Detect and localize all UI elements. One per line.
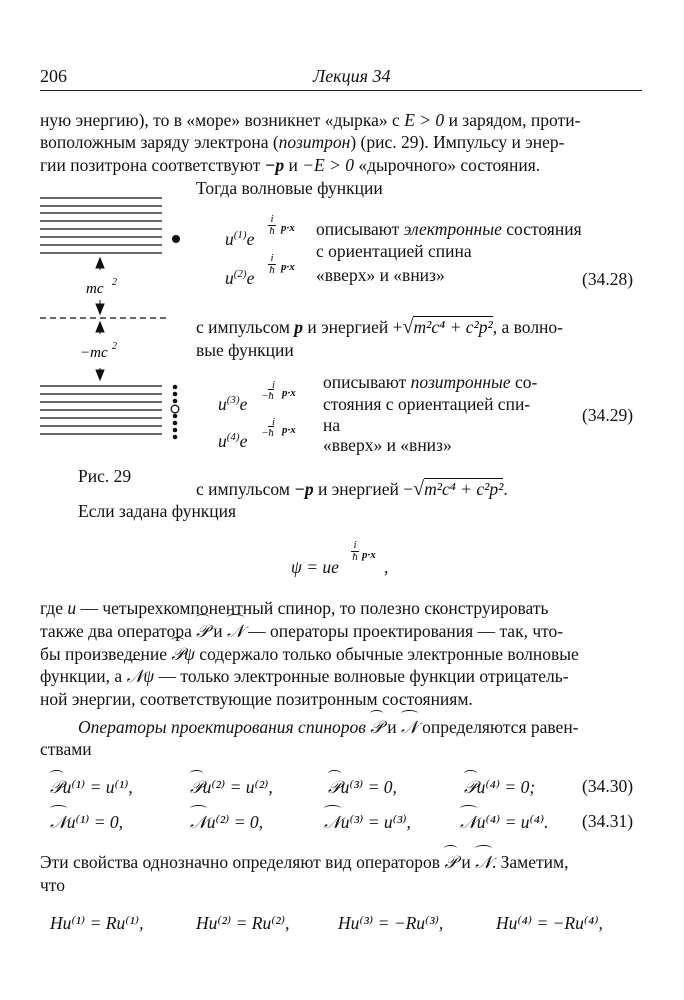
eq3429-text3: на (323, 415, 341, 435)
given-function: Если задана функция (78, 501, 237, 521)
label-mc2: mc (86, 281, 104, 297)
para4-line1: Эти свойства однозначно определяют вид операторов 𝒫 и 𝒩. Заметим, (40, 852, 569, 872)
eq3429-text4: «вверх» и «вниз» (323, 435, 452, 455)
eq3428-text3: «вверх» и «вниз» (316, 265, 445, 285)
psi-comma: , (384, 557, 389, 577)
eq3429-number: (34.29) (582, 405, 634, 425)
para1-line2: воположным заряду электрона (позитрон) (рис. 29). Импульсу и энер- (40, 132, 565, 152)
header-rule (40, 90, 642, 91)
eq3428-u1: $u^{(1)}e$ (225, 229, 255, 249)
eq3429-px4: p·x (282, 424, 296, 436)
eq3430-item3: 𝒫u⁽³⁾ = 0, (328, 777, 397, 797)
eq3428-exp1: i ħ (269, 213, 275, 237)
eq3429-text1: описывают позитронные со- (323, 372, 538, 392)
eq3428-number: (34.28) (582, 269, 634, 289)
para1-line3: гии позитрона соответствуют −p и −E > 0 «дырочного» состояния. (40, 155, 541, 175)
svg-text:2: 2 (112, 277, 117, 288)
momentum-line1b: вые функции (196, 340, 294, 360)
para2-line4: функции, а 𝒩ψ — только электронные волновые функции отрицатель- (40, 666, 569, 686)
hamiltonian-4: Hu⁽⁴⁾ = −Ru⁽⁴⁾, (496, 913, 603, 933)
para2-line2: также два оператора 𝒫 и 𝒩 — операторы проектирования — так, что- (40, 621, 564, 641)
para1-line1: ную энергию), то в «море» возникнет «дырка» с E > 0 и зарядом, проти- (40, 110, 581, 130)
figure-caption: Рис. 29 (78, 466, 132, 486)
hamiltonian-3: Hu⁽³⁾ = −Ru⁽³⁾, (338, 913, 444, 933)
eq3431-item1: 𝒩u⁽¹⁾ = 0, (50, 812, 124, 832)
eq3429-u4: $u^{(4)}e$ (218, 431, 248, 451)
eq3428-u2: $u^{(2)}e$ (225, 268, 255, 288)
figure-29 (36, 190, 196, 450)
momentum-line2: с импульсом −p и энергией −√m²c⁴ + c²p². (196, 478, 508, 500)
eq3428-px2: p·x (281, 261, 295, 273)
hamiltonian-2: Hu⁽²⁾ = Ru⁽²⁾, (196, 913, 290, 933)
para3-line2: ствами (40, 739, 92, 759)
svg-text:2: 2 (112, 341, 117, 352)
psi-equation: ψ = ue (291, 557, 339, 577)
eq3431-item2: 𝒩u⁽²⁾ = 0, (190, 812, 264, 832)
eq3430-item4: 𝒫u⁽⁴⁾ = 0; (464, 777, 536, 797)
label-minus-mc2: −mc (80, 345, 108, 361)
eq3429-exp3: i −ħ (262, 379, 276, 402)
para2-line5: ной энергии, соответствующие позитронным состояниям. (40, 689, 473, 709)
eq3429-u3: $u^{(3)}e$ (218, 394, 248, 414)
eq3430-number: (34.30) (582, 776, 634, 796)
eq3431-item3: 𝒩u⁽³⁾ = u⁽³⁾, (324, 812, 411, 832)
eq3431-number: (34.31) (582, 811, 634, 831)
para3-line1: Операторы проектирования спиноров 𝒫 и 𝒩 определяются равен- (78, 717, 579, 737)
para2-line3: бы произведение 𝒫ψ содержало только обычные электронные волновые (40, 644, 579, 664)
para4-line2: что (40, 875, 65, 895)
eq3428-px1: p·x (281, 222, 295, 234)
eq3428-text1: описывают электронные состояния (316, 219, 582, 239)
eq3429-text2: стояния с ориентацией спи- (323, 394, 531, 414)
running-title: Лекция 34 (313, 66, 391, 86)
page-number: 206 (40, 66, 67, 86)
para1-line4: Тогда волновые функции (196, 178, 383, 198)
eq3431-item4: 𝒩u⁽⁴⁾ = u⁽⁴⁾. (460, 812, 549, 832)
eq3430-item2: 𝒫u⁽²⁾ = u⁽²⁾, (190, 777, 273, 797)
eq3429-exp4: i −ħ (262, 416, 276, 439)
psi-px: p·x (362, 549, 376, 561)
para2-line1: где u — четырехкомпонентный спинор, то полезно сконструировать (40, 598, 549, 618)
eq3428-text2: с ориентацией спина (316, 241, 472, 261)
psi-exp: i ħ (352, 539, 358, 563)
eq3428-exp2: i ħ (269, 252, 275, 276)
momentum-line1: с импульсом p и энергией +√m²c⁴ + c²p², а волно- (196, 316, 563, 338)
eq3429-px3: p·x (282, 387, 296, 399)
hamiltonian-1: Hu⁽¹⁾ = Ru⁽¹⁾, (50, 913, 144, 933)
eq3430-item1: 𝒫u⁽¹⁾ = u⁽¹⁾, (50, 777, 133, 797)
